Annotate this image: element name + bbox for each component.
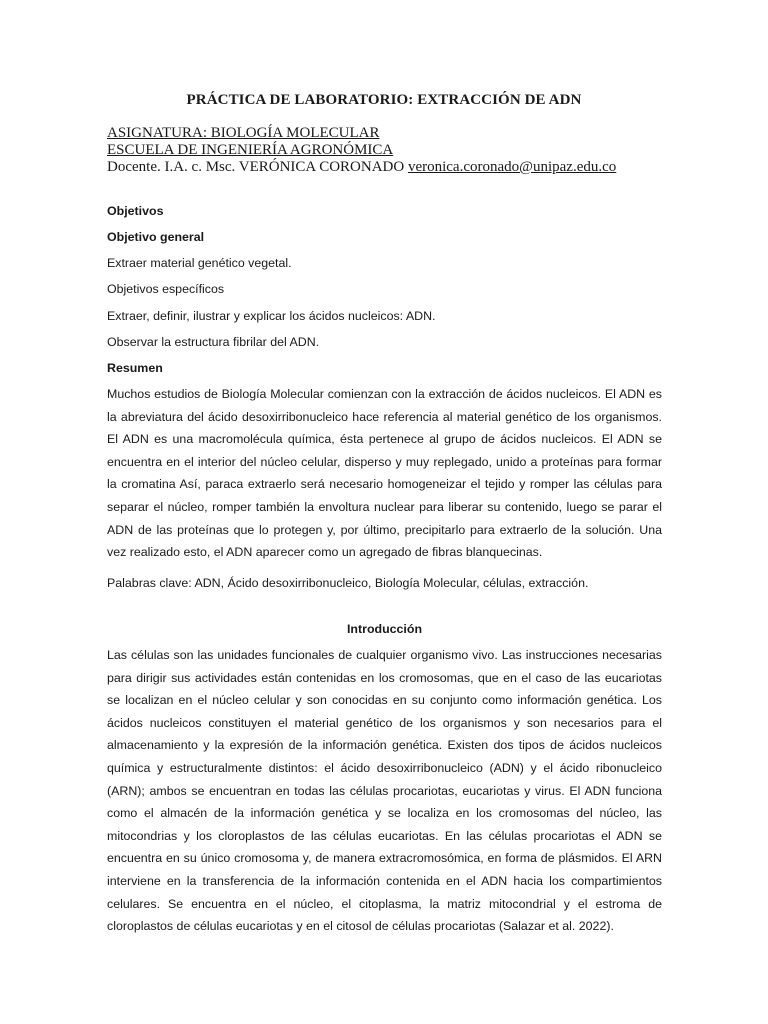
keywords: Palabras clave: ADN, Ácido desoxirribonucleico, Biología Molecular, células, extracción. xyxy=(107,576,589,590)
summary-text: Muchos estudios de Biología Molecular comienzan con la extracción de ácidos nucleicos. El ADN es la abreviatura del ácido desoxirribonucleico hace referencia al material genético de los organismos. El ADN es una macromolécula química, ésta pertenece al grupo de ácidos nucleicos. El ADN se encuentra en el interior del núcleo celular, disperso y muy replegado, unido a proteínas para formar la cromatina Así, paraca extraerlo será necesario homogeneizar el tejido y romper las células para separar el núcleo, romper también la envoltura nuclear para liberar su contenido, luego se parar el ADN de las proteínas que lo protegen y, por último, precipitarlo para extraerlo de la solución. Una vez realizado esto, el ADN aparecer como un agregado de fibras blanquecinas. xyxy=(107,387,662,560)
teacher-line xyxy=(107,159,616,176)
specific-objectives-heading: Objetivos específicos xyxy=(107,282,225,296)
general-objective-heading: Objetivo general xyxy=(107,230,205,244)
document-header xyxy=(107,125,616,176)
teacher-name: Docente. I.A. c. Msc. VERÓNICA CORONADO xyxy=(107,159,405,175)
introduction-text: Las células son las unidades funcionales de cualquier organismo vivo. Las instrucciones necesarias para dirigir sus actividades están contenidas en los cromosomas, que en el caso de las eucariotas se localizan en el núcleo celular y son conocidas en su conjunto como información genética. Los ácidos nucleicos constituyen el material genético de los organismos y son necesarios para el almacenamiento y la expresión de la información genética. Existen dos tipos de ácidos nucleicos química y estructuralmente distintos: el ácido desoxirribonucleico (ADN) y el ácido ribonucleico (ARN); ambos se encuentran en todas las células procariotas, eucariotas y virus. El ADN funciona como el almacén de la información genética y se localiza en los cromosomas del núcleo, las mitocondrias y los cloroplastos de las células eucariotas. En las células procariotas el ADN se encuentra en su único cromosoma y, de manera extracromosómica, en forma de plásmidos. El ARN interviene en la transferencia de la información contenida en el ADN hacia los compartimientos celulares. Se encuentra en el núcleo, el citoplasma, la matriz mitocondrial y el estroma de cloroplastos de células eucariotas y en el citosol de células procariotas (Salazar et al. 2022). xyxy=(107,648,662,934)
document-title: PRÁCTICA DE LABORATORIO: EXTRACCIÓN DE ADN xyxy=(186,92,582,108)
summary-heading: Resumen xyxy=(107,361,163,375)
specific-objective-2: Observar la estructura fibrilar del ADN. xyxy=(107,335,320,349)
teacher-email-link[interactable]: veronica.coronado@unipaz.edu.co xyxy=(407,159,617,175)
subject-line: ASIGNATURA: BIOLOGÍA MOLECULAR xyxy=(107,125,380,141)
introduction-heading: Introducción xyxy=(346,622,423,636)
general-objective-text: Extraer material genético vegetal. xyxy=(107,256,292,270)
specific-objective-1: Extraer, definir, ilustrar y explicar los ácidos nucleicos: ADN. xyxy=(107,309,436,323)
objectives-heading: Objetivos xyxy=(107,204,164,218)
school-line: ESCUELA DE INGENIERÍA AGRONÓMICA xyxy=(107,142,394,158)
